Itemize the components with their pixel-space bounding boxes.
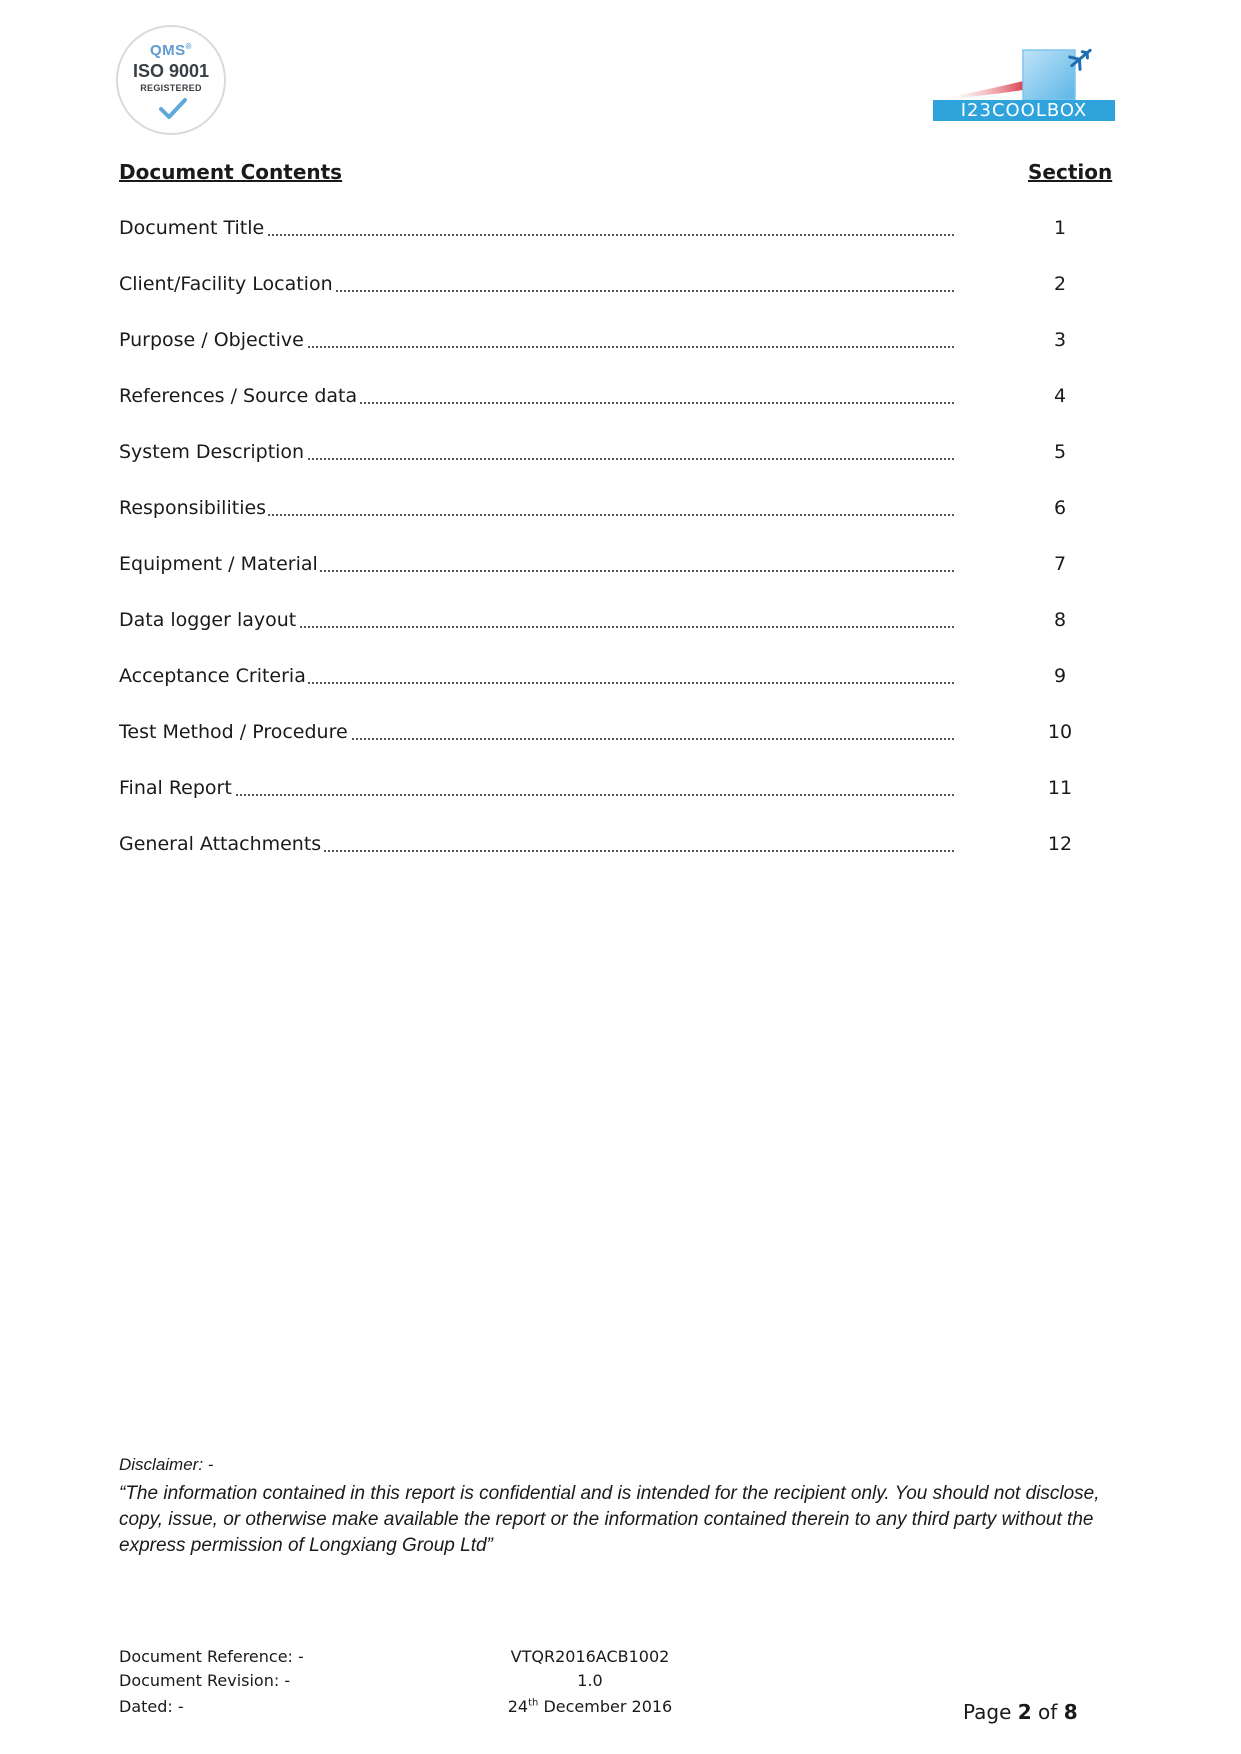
toc-item-section: 11 [1047,777,1073,799]
toc-item[interactable] [119,549,954,579]
toc-item[interactable] [119,325,954,355]
toc-item-label: Document Title [119,217,265,239]
toc-section-header: Section [1028,160,1113,184]
toc-item-label: General Attachments [119,833,322,855]
toc-item[interactable] [119,437,954,467]
toc-item-section: 2 [1053,273,1067,295]
toc-item-label: Equipment / Material [119,553,318,575]
footer-revision-value: 1.0 [577,1671,603,1690]
footer-dated-label: Dated: - [119,1697,184,1716]
toc-item-section: 4 [1053,385,1067,407]
toc-item[interactable] [119,829,954,859]
toc-item-section: 10 [1047,721,1073,743]
toc-item[interactable] [119,661,954,691]
brand-wordmark: I23COOLBOX [933,100,1115,121]
toc-leader-dots [119,794,954,796]
badge-qms: QMS® [149,42,193,59]
toc-item-label: System Description [119,441,305,463]
toc-item[interactable] [119,493,954,523]
footer-dated-value: 24th December 2016 [507,1697,673,1716]
toc-item-label: Purpose / Objective [119,329,304,351]
toc-item-section: 6 [1053,497,1067,519]
toc-item-section: 7 [1053,553,1067,575]
toc-item-section: 3 [1053,329,1067,351]
toc-item-label: References / Source data [119,385,358,407]
toc-item-section: 5 [1053,441,1067,463]
badge-iso: ISO 9001 [132,61,210,81]
toc-item-label: Acceptance Criteria [119,665,306,687]
toc-item-section: 1 [1053,217,1067,239]
toc-item-section: 12 [1047,833,1073,855]
toc-title: Document Contents [119,160,343,184]
toc-item-label: Responsibilities [119,497,267,519]
iso-badge [116,25,226,135]
toc-item-label: Data logger layout [119,609,297,631]
toc-item[interactable] [119,269,954,299]
badge-registered: REGISTERED [140,83,202,93]
toc-item-label: Final Report [119,777,232,799]
toc-item[interactable] [119,213,954,243]
footer-revision-label: Document Revision: - [119,1671,291,1690]
footer-reference-value: VTQR2016ACB1002 [510,1647,670,1666]
disclaimer-text: “The information contained in this report is confidential and is intended for the recipient only. You should not disclose, copy, issue, or otherwise make available the report or the information contained therein to any third party without the express permission of Longxiang Group Ltd” [119,1483,1100,1556]
toc-item[interactable] [119,773,954,803]
toc-item-label: Client/Facility Location [119,273,333,295]
check-icon [158,97,188,121]
toc-item[interactable] [119,381,954,411]
disclaimer-title: Disclaimer: - [119,1455,214,1474]
disclaimer [119,1455,1139,1559]
footer-reference-label: Document Reference: - [119,1647,304,1666]
toc-item-section: 9 [1053,665,1067,687]
toc-item[interactable] [119,605,954,635]
page-number: Page 2 of 8 [963,1700,1078,1724]
toc-item-label: Test Method / Procedure [119,721,348,743]
toc-item[interactable] [119,717,954,747]
toc-item-section: 8 [1053,609,1067,631]
